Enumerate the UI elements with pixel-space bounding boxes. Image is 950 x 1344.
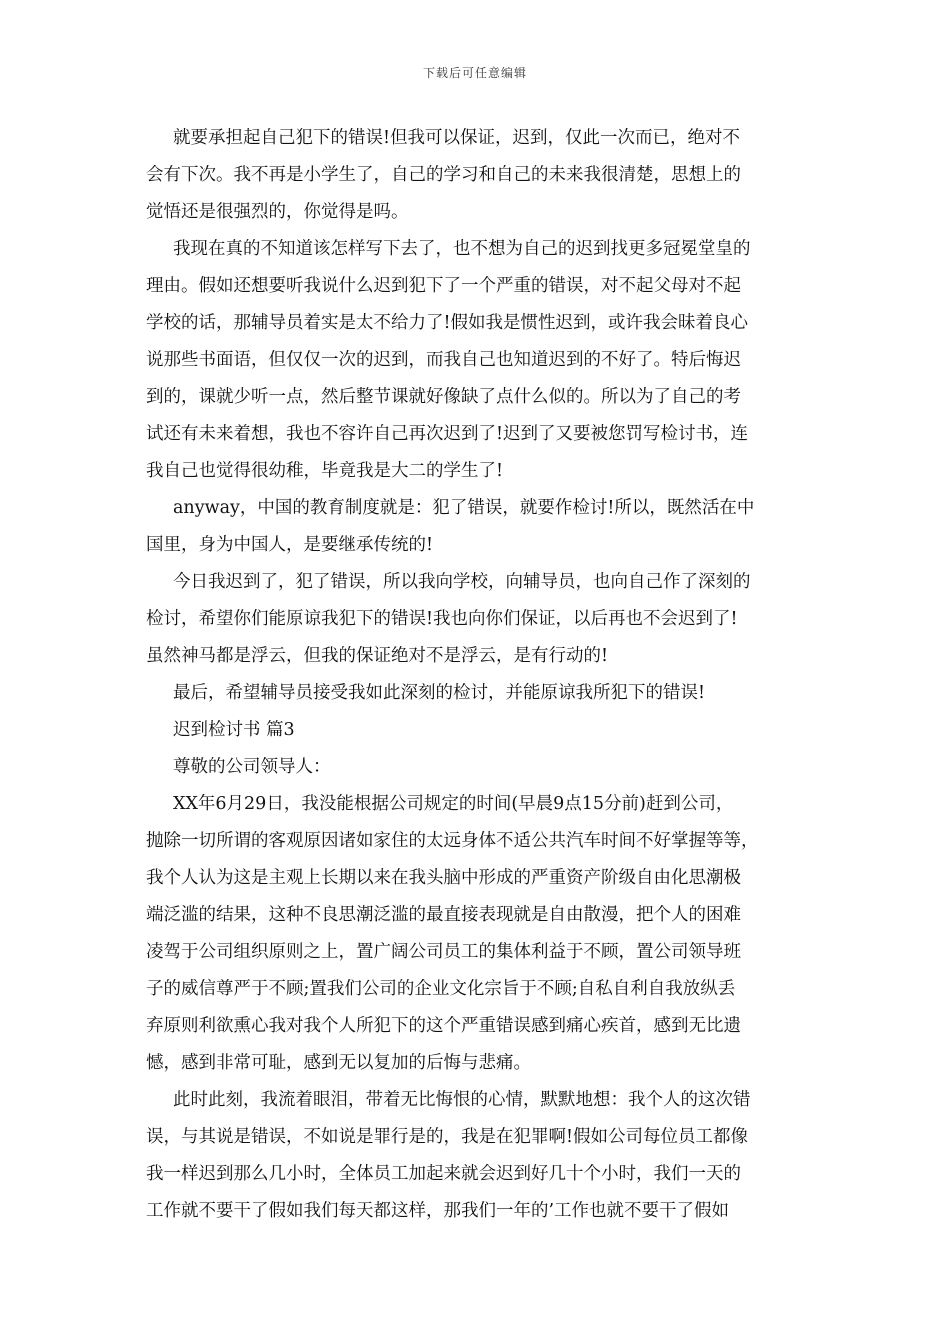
text-line: anyway，中国的教育制度就是：犯了错误，就要作检讨!所以，既然活在中: [173, 498, 755, 518]
text-line: 会有下次。我不再是小学生了，自己的学习和自己的未来我很清楚，思想上的: [146, 165, 741, 185]
text-line: 憾，感到非常可耻，感到无以复加的后悔与悲痛。: [146, 1053, 531, 1073]
text-line: 我一样迟到那么几小时，全体员工加起来就会迟到好几十个小时，我们一天的: [146, 1164, 741, 1184]
text-line: 最后，希望辅导员接受我如此深刻的检讨，并能原谅我所犯下的错误!: [173, 683, 706, 703]
text-line: 弃原则利欲熏心我对我个人所犯下的这个严重错误感到痛心疾首，感到无比遗: [146, 1016, 741, 1036]
text-line: 就要承担起自己犯下的错误!但我可以保证，迟到，仅此一次而已，绝对不: [173, 128, 741, 148]
text-line: 国里，身为中国人，是要继承传统的!: [146, 535, 434, 555]
text-line: 检讨，希望你们能原谅我犯下的错误!我也向你们保证，以后再也不会迟到了!: [146, 609, 738, 629]
text-line: 误，与其说是错误，不如说是罪行是的，我是在犯罪啊!假如公司每位员工都像: [146, 1127, 749, 1147]
text-line: 此时此刻，我流着眼泪，带着无比悔恨的心情，默默地想：我个人的这次错: [173, 1090, 751, 1110]
text-line: 觉悟还是很强烈的，你觉得是吗。: [146, 202, 409, 222]
text-line: 我现在真的不知道该怎样写下去了，也不想为自己的迟到找更多冠冕堂皇的: [173, 239, 751, 259]
text-line: 理由。假如还想要听我说什么迟到犯下了一个严重的错误，对不起父母对不起: [146, 276, 741, 296]
text-line: 试还有未来着想，我也不容许自己再次迟到了!迟到了又要被您罚写检讨书，连: [146, 424, 749, 444]
text-line: 说那些书面语，但仅仅一次的迟到，而我自己也知道迟到的不好了。特后悔迟: [146, 350, 741, 370]
text-line: 抛除一切所谓的客观原因诸如家住的太远身体不适公共汽车时间不好掌握等等，: [146, 831, 759, 851]
text-line: 学校的话，那辅导员着实是太不给力了!假如我是惯性迟到，或许我会昧着良心: [146, 313, 749, 333]
text-line: 迟到检讨书 篇3: [173, 720, 295, 740]
text-line: 我个人认为这是主观上长期以来在我头脑中形成的严重资产阶级自由化思潮极: [146, 868, 741, 888]
text-line: 今日我迟到了，犯了错误，所以我向学校，向辅导员，也向自己作了深刻的: [173, 572, 751, 592]
page-header: 下载后可任意编辑: [422, 66, 527, 80]
text-line: 凌驾于公司组织原则之上，置广阔公司员工的集体利益于不顾，置公司领导班: [146, 942, 741, 962]
text-line: 我自己也觉得很幼稚，毕竟我是大二的学生了!: [146, 461, 504, 481]
text-line: 尊敬的公司领导人：: [173, 757, 331, 777]
text-line: 子的威信尊严于不顾;置我们公司的企业文化宗旨于不顾;自私自利自我放纵丢: [146, 979, 736, 999]
text-line: 工作就不要干了假如我们每天都这样，那我们一年的’工作也就不要干了假如: [146, 1201, 730, 1221]
document-body: [146, 120, 816, 1230]
text-line: 虽然神马都是浮云，但我的保证绝对不是浮云，是有行动的!: [146, 646, 609, 666]
text-line: 端泛滥的结果，这种不良思潮泛滥的最直接表现就是自由散漫，把个人的困难: [146, 905, 741, 925]
text-line: 到的，课就少听一点，然后整节课就好像缺了点什么似的。所以为了自己的考: [146, 387, 741, 407]
text-line: XX年6月29日，我没能根据公司规定的时间(早晨9点15分前)赶到公司，: [173, 794, 734, 814]
